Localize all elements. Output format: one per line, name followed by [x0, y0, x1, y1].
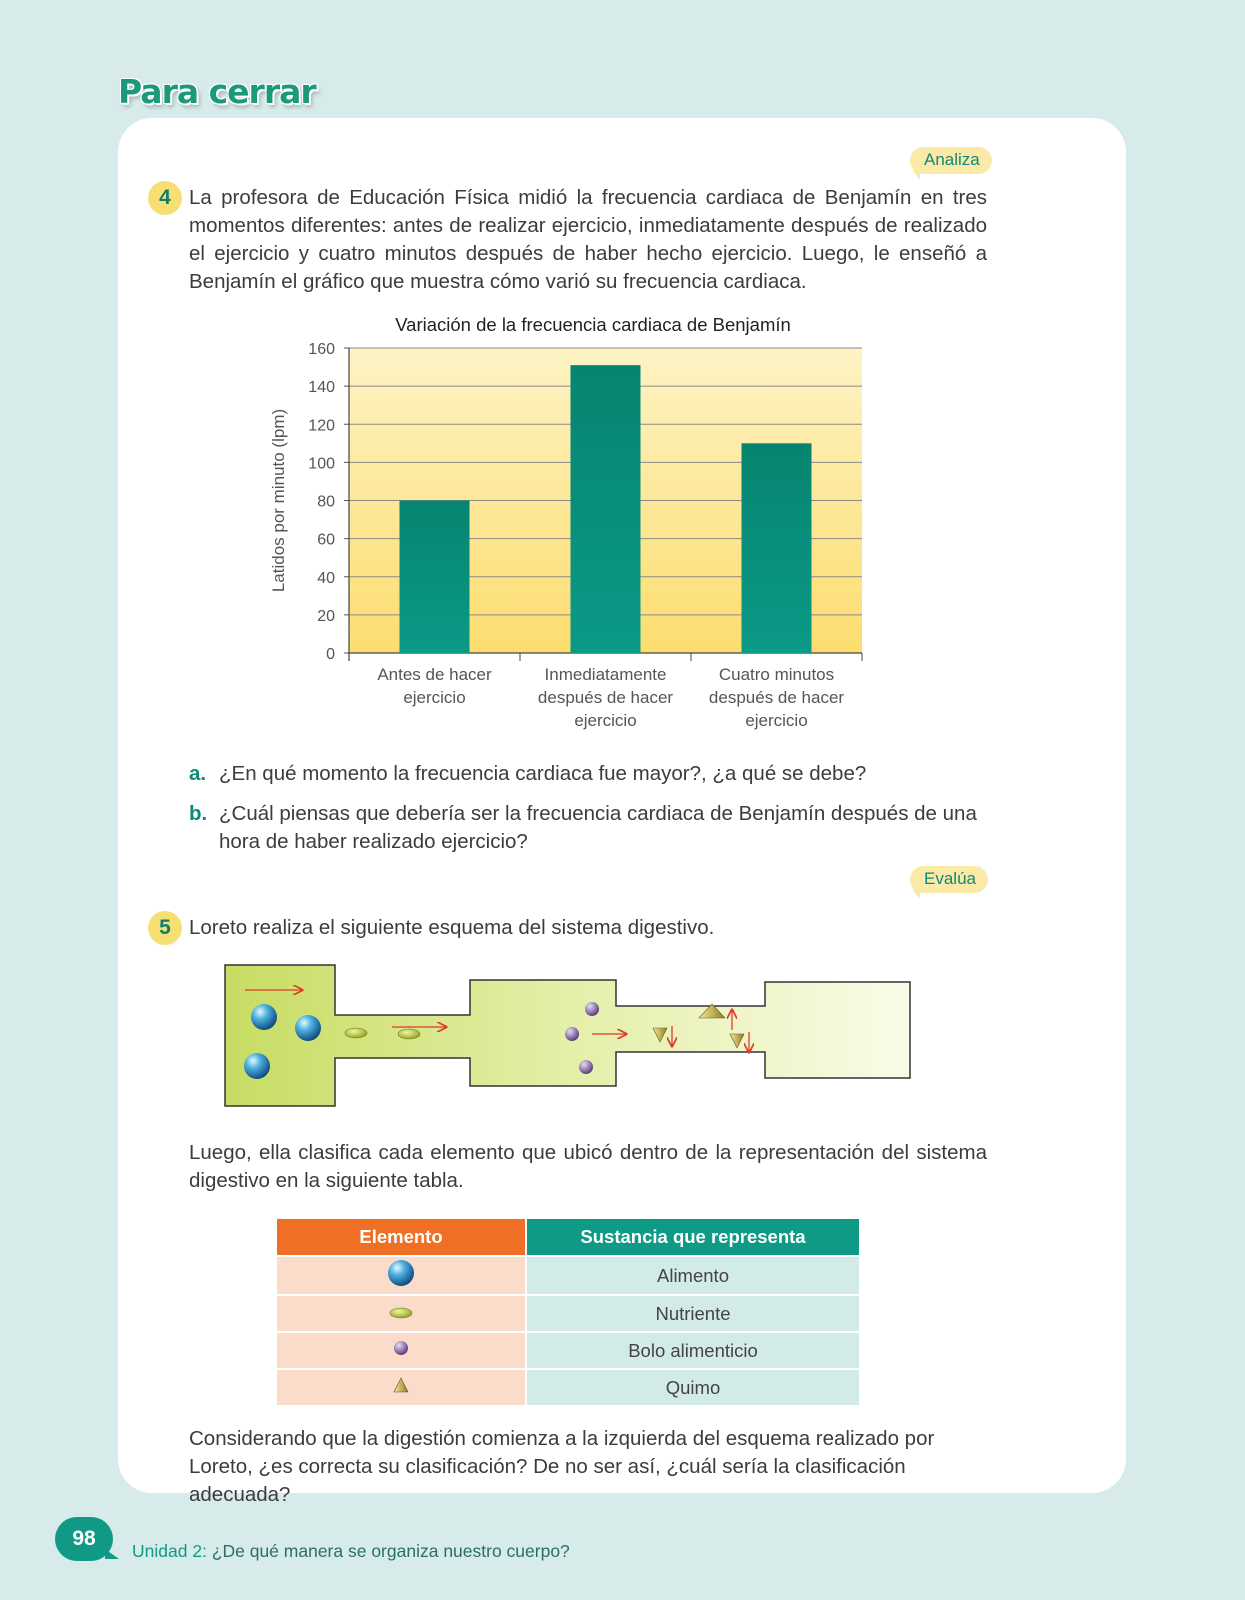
analiza-tag: Analiza — [910, 147, 992, 174]
blue-sphere-icon — [295, 1015, 321, 1041]
question-4b-label: b. — [189, 802, 208, 825]
table-cell-element — [276, 1369, 526, 1406]
page-number: 98 — [55, 1517, 113, 1561]
question-4a — [189, 760, 989, 788]
x-tick-label: Antes de hacer — [377, 665, 492, 684]
y-tick-label: 40 — [317, 569, 335, 587]
table-cell-substance: Bolo alimenticio — [526, 1332, 860, 1369]
header-substance: Sustancia que representa — [526, 1218, 860, 1256]
header-element: Elemento — [276, 1218, 526, 1256]
x-tick-label: ejercicio — [745, 711, 808, 730]
question-5-number: 5 — [148, 911, 182, 945]
bar — [400, 501, 470, 654]
y-tick-label: 0 — [326, 646, 335, 663]
question-4b — [189, 800, 989, 856]
y-tick-label: 120 — [308, 417, 335, 435]
table-cell-substance: Alimento — [526, 1256, 860, 1295]
y-tick-label: 100 — [308, 455, 335, 473]
green-oval-icon — [345, 1028, 367, 1038]
y-tick-label: 60 — [317, 531, 335, 549]
purple-dot-icon — [565, 1027, 579, 1041]
yellow-triangle-icon — [391, 1375, 411, 1395]
table-cell-substance: Quimo — [526, 1369, 860, 1406]
x-tick-label: después de hacer — [537, 688, 674, 707]
purple-dot-icon — [585, 1002, 599, 1016]
y-tick-label: 20 — [317, 607, 335, 625]
footer-unit — [132, 1541, 570, 1562]
question-4a-text: ¿En qué momento la frecuencia cardiaca fue mayor?, ¿a qué se debe? — [219, 762, 867, 785]
x-tick-label: después de hacer — [708, 688, 845, 707]
green-oval-icon — [398, 1029, 420, 1039]
y-tick-label: 80 — [317, 493, 335, 511]
table-cell-element — [276, 1332, 526, 1369]
question-4-text: La profesora de Educación Física midió la frecuencia cardiaca de Benjamín en tres momentos diferentes: antes de realizar ejercicio, inmediatamente después de realizado el ejercicio y cuatro minutos después de haber hecho ejercicio. Luego, le enseñó a Benjamín el gráfico que muestra cómo varió su frecuencia cardiaca. — [189, 186, 987, 293]
table-row — [276, 1369, 860, 1406]
table-row — [276, 1295, 860, 1332]
section-title: Para cerrar — [118, 72, 316, 111]
evalua-tag: Evalúa — [910, 866, 988, 893]
table-cell-element — [276, 1295, 526, 1332]
purple-dot-icon — [579, 1060, 593, 1074]
blue-sphere-icon — [251, 1004, 277, 1030]
footer-unit-label: Unidad 2: — [132, 1541, 207, 1561]
classification-table — [275, 1217, 861, 1407]
y-tick-label: 160 — [308, 341, 335, 358]
blue-sphere-icon — [386, 1258, 416, 1288]
x-tick-label: Cuatro minutos — [718, 665, 835, 684]
table-cell-element — [276, 1256, 526, 1295]
x-tick-label: ejercicio — [574, 711, 637, 730]
bar — [742, 443, 812, 653]
question-4a-label: a. — [189, 762, 207, 785]
table-header-row — [276, 1218, 860, 1256]
digestive-system-diagram — [220, 960, 920, 1110]
y-axis-label: Latidos por minuto (lpm) — [269, 408, 288, 593]
x-tick-label: ejercicio — [403, 688, 466, 707]
question-4-number: 4 — [148, 181, 182, 215]
footer-unit-title: ¿De qué manera se organiza nuestro cuerpo? — [211, 1541, 570, 1561]
question-5-after-diagram: Luego, ella clasifica cada elemento que ubicó dentro de la representación del sistema digestivo en la siguiente tabla. — [189, 1141, 987, 1192]
x-tick-label: Inmediatamente — [544, 665, 667, 684]
y-tick-label: 140 — [308, 379, 335, 397]
heart-rate-bar-chart — [260, 340, 880, 740]
green-oval-icon — [386, 1306, 416, 1320]
bar — [571, 365, 641, 653]
purple-dot-icon — [391, 1338, 411, 1358]
table-row — [276, 1332, 860, 1369]
table-row — [276, 1256, 860, 1295]
table-cell-substance: Nutriente — [526, 1295, 860, 1332]
chart-title: Variación de la frecuencia cardiaca de Benjamín — [395, 314, 791, 335]
question-5-intro: Loreto realiza el siguiente esquema del sistema digestivo. — [189, 916, 715, 939]
question-4b-text: ¿Cuál piensas que debería ser la frecuencia cardiaca de Benjamín después de una hora de haber realizado ejercicio? — [219, 802, 977, 853]
question-5-closing: Considerando que la digestión comienza a la izquierda del esquema realizado por Loreto, ¿es correcta su clasificación? De no ser así, ¿cuál sería la clasificación adecuada? — [189, 1427, 935, 1506]
blue-sphere-icon — [244, 1053, 270, 1079]
